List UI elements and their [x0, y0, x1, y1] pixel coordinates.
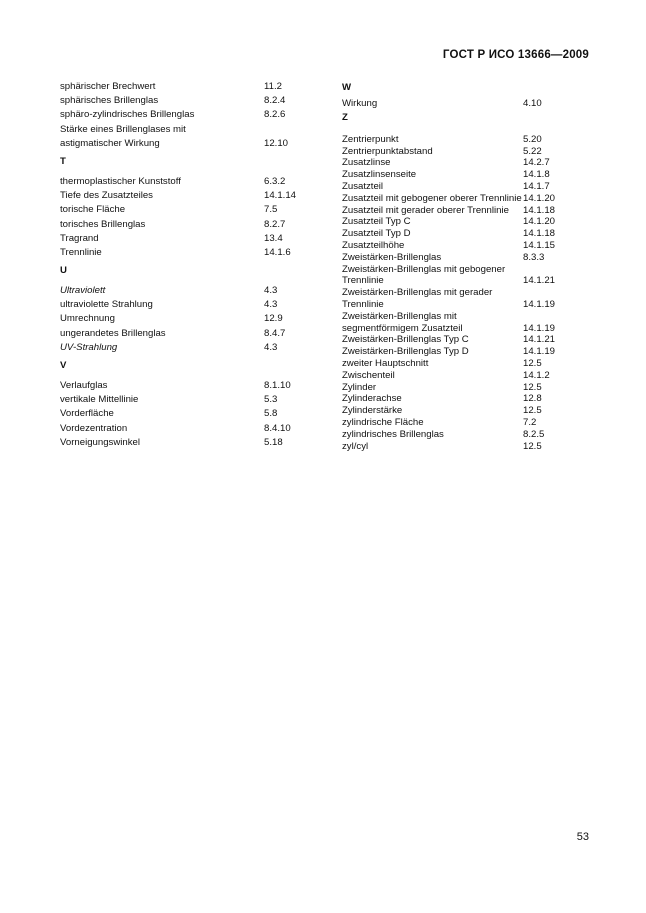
index-reference: 12.5 [523, 440, 542, 452]
index-term: zylindrisches Brillenglas [342, 428, 444, 440]
index-term: thermoplastischer Kunststoff [60, 175, 181, 187]
index-reference: 8.2.5 [523, 428, 545, 440]
index-term: Zusatzlinsenseite [342, 169, 417, 181]
index-section-z [342, 134, 587, 453]
index-column-right [342, 80, 587, 452]
index-letter-heading: Z [342, 111, 348, 123]
index-reference: 5.3 [264, 394, 278, 406]
index-entry [60, 407, 330, 421]
index-term: Zweistärken-Brillenglas [342, 251, 442, 263]
index-term: Wirkung [342, 98, 378, 109]
index-reference: 4.10 [523, 98, 542, 109]
index-entry [60, 123, 330, 151]
index-section-u [60, 284, 330, 355]
index-entry [342, 441, 587, 453]
index-entry [342, 216, 587, 228]
index-reference: 14.2.7 [523, 157, 550, 169]
index-term: Vorneigungswinkel [60, 436, 141, 448]
index-term: Zweistärken-Brillenglas Typ C [342, 334, 469, 346]
index-reference: 8.2.7 [264, 218, 286, 230]
index-entry [342, 169, 587, 181]
index-entry [342, 134, 587, 146]
index-reference: 8.4.7 [264, 327, 286, 339]
index-term: Zylinderachse [342, 393, 402, 405]
index-reference: 4.3 [264, 341, 278, 353]
index-term: sphärischer Brechwert [60, 81, 156, 92]
index-term: Zwischenteil [342, 369, 395, 381]
page-number: 53 [576, 831, 589, 843]
index-entry [60, 379, 330, 393]
index-term: Zusatzteil mit gerader oberer Trennlinie [342, 204, 509, 216]
index-entry [342, 393, 587, 405]
index-reference: 14.1.19 [523, 322, 556, 334]
index-entry [342, 311, 587, 335]
index-term-line: Stärke eines Brillenglases mit [60, 123, 186, 135]
index-reference: 8.4.10 [264, 422, 291, 434]
index-entry [342, 146, 587, 158]
index-reference: 12.10 [264, 137, 289, 149]
index-reference: 8.1.10 [264, 380, 291, 392]
index-entry [342, 157, 587, 169]
index-reference: 4.3 [264, 299, 278, 311]
index-section-w [342, 98, 587, 110]
index-reference: 14.1.15 [523, 239, 556, 251]
index-term: Vorderfläche [60, 408, 114, 420]
index-term: Zusatzteil mit gebogener oberer Trennlinie [342, 192, 522, 204]
index-reference: 12.8 [523, 393, 542, 405]
index-term [60, 123, 264, 151]
index-reference: 14.1.19 [523, 346, 556, 358]
index-entry [60, 246, 330, 260]
index-reference: 14.1.14 [264, 190, 297, 202]
index-entry [60, 436, 330, 450]
index-reference: 12.5 [523, 381, 542, 393]
index-reference: 14.1.19 [523, 298, 556, 310]
index-term [342, 311, 523, 335]
index-reference: 14.1.20 [523, 192, 556, 204]
index-letter-heading: V [60, 360, 67, 372]
index-reference: 5.8 [264, 408, 278, 420]
index-entry [60, 232, 330, 246]
index-term: Zentrierpunktabstand [342, 145, 433, 157]
index-entry [60, 298, 330, 312]
index-entry [60, 393, 330, 407]
index-entry [342, 181, 587, 193]
index-entry [342, 346, 587, 358]
index-entry [60, 203, 330, 217]
index-reference: 8.3.3 [523, 251, 545, 263]
index-reference: 14.1.20 [523, 216, 556, 228]
index-term: Zentrierpunkt [342, 133, 399, 145]
index-term: torische Fläche [60, 204, 126, 216]
index-reference: 12.9 [264, 313, 283, 325]
index-term: vertikale Mittellinie [60, 394, 139, 406]
index-term: Tragrand [60, 232, 99, 244]
index-term: Zusatzteil Typ D [342, 228, 411, 240]
index-section-s [60, 80, 330, 151]
index-reference: 12.5 [523, 357, 542, 369]
index-entry [342, 264, 587, 288]
index-entry [60, 94, 330, 108]
index-column-left [60, 80, 330, 450]
index-term: Ultraviolett [60, 285, 106, 297]
index-entry [60, 108, 330, 122]
index-term: Vordezentration [60, 422, 128, 434]
index-term-line: Trennlinie [342, 298, 384, 310]
index-reference: 12.5 [523, 405, 542, 417]
index-entry [342, 205, 587, 217]
index-reference: 14.1.21 [523, 275, 556, 287]
index-entry [60, 218, 330, 232]
index-term [342, 264, 523, 288]
index-term-line: Trennlinie [342, 275, 384, 287]
index-entry [342, 417, 587, 429]
index-term-line: Zweistärken-Brillenglas mit gerader [342, 287, 493, 299]
index-term: Zweistärken-Brillenglas Typ D [342, 346, 469, 358]
index-entry [342, 405, 587, 417]
index-term: sphäro-zylindrisches Brillenglas [60, 109, 195, 121]
index-entry [342, 98, 587, 110]
document-header: ГОСТ Р ИСО 13666—2009 [442, 49, 589, 61]
index-term: Zusatzlinse [342, 157, 391, 169]
index-reference: 7.2 [523, 416, 537, 428]
index-term: ultraviolette Strahlung [60, 299, 153, 311]
index-term: Umrechnung [60, 313, 115, 325]
index-entry [60, 284, 330, 298]
index-reference: 14.1.6 [264, 246, 291, 258]
index-term [342, 287, 523, 311]
index-entry [342, 358, 587, 370]
index-section-t [60, 175, 330, 260]
index-reference: 7.5 [264, 204, 278, 216]
index-term: zweiter Hauptschnitt [342, 357, 429, 369]
index-letter-heading: T [60, 155, 66, 167]
index-reference: 8.2.4 [264, 95, 286, 107]
index-entry [342, 370, 587, 382]
index-term: Verlaufglas [60, 380, 108, 392]
index-entry [60, 422, 330, 436]
index-term: Zylinder [342, 381, 377, 393]
index-entry [342, 429, 587, 441]
index-reference: 14.1.18 [523, 228, 556, 240]
index-entry [60, 312, 330, 326]
index-reference: 14.1.8 [523, 169, 550, 181]
index-letter-heading: U [60, 265, 67, 277]
index-term-line: segmentförmigem Zusatzteil [342, 322, 463, 334]
index-term: UV-Strahlung [60, 341, 118, 353]
index-term: sphärisches Brillenglas [60, 95, 159, 107]
index-entry [60, 80, 330, 94]
index-letter-heading: W [342, 82, 352, 93]
index-term: Zusatzteilhöhe [342, 239, 405, 251]
index-reference: 14.1.18 [523, 204, 556, 216]
index-reference: 8.2.6 [264, 109, 286, 121]
index-reference: 11.2 [264, 81, 282, 92]
index-term: Trennlinie [60, 246, 102, 258]
index-section-v [60, 379, 330, 450]
index-entry [342, 382, 587, 394]
index-entry [60, 341, 330, 355]
index-term: zylindrische Fläche [342, 416, 424, 428]
index-reference: 6.3.2 [264, 175, 286, 187]
index-entry [342, 252, 587, 264]
index-term: zyl/cyl [342, 440, 369, 452]
index-term-line: astigmatischer Wirkung [60, 137, 160, 149]
index-entry [60, 189, 330, 203]
index-term: Zusatzteil [342, 180, 384, 192]
index-reference: 14.1.2 [523, 369, 550, 381]
index-term: Tiefe des Zusatzteiles [60, 190, 153, 202]
index-reference: 13.4 [264, 232, 283, 244]
index-entry [342, 334, 587, 346]
index-entry [342, 193, 587, 205]
index-term: torisches Brillenglas [60, 218, 146, 230]
index-reference: 5.22 [523, 145, 542, 157]
index-entry [342, 287, 587, 311]
index-term: Zylinderstärke [342, 405, 403, 417]
index-term-line: Zweistärken-Brillenglas mit [342, 310, 457, 322]
index-entry [342, 228, 587, 240]
index-term-line: Zweistärken-Brillenglas mit gebogener [342, 263, 506, 275]
index-reference: 4.3 [264, 285, 278, 297]
index-term: ungerandetes Brillenglas [60, 327, 166, 339]
index-reference: 5.18 [264, 436, 283, 448]
index-entry [342, 240, 587, 252]
index-term: Zusatzteil Typ C [342, 216, 411, 228]
index-entry [60, 175, 330, 189]
index-reference: 14.1.21 [523, 334, 556, 346]
index-reference: 5.20 [523, 133, 542, 145]
index-reference: 14.1.7 [523, 180, 550, 192]
index-entry [60, 327, 330, 341]
